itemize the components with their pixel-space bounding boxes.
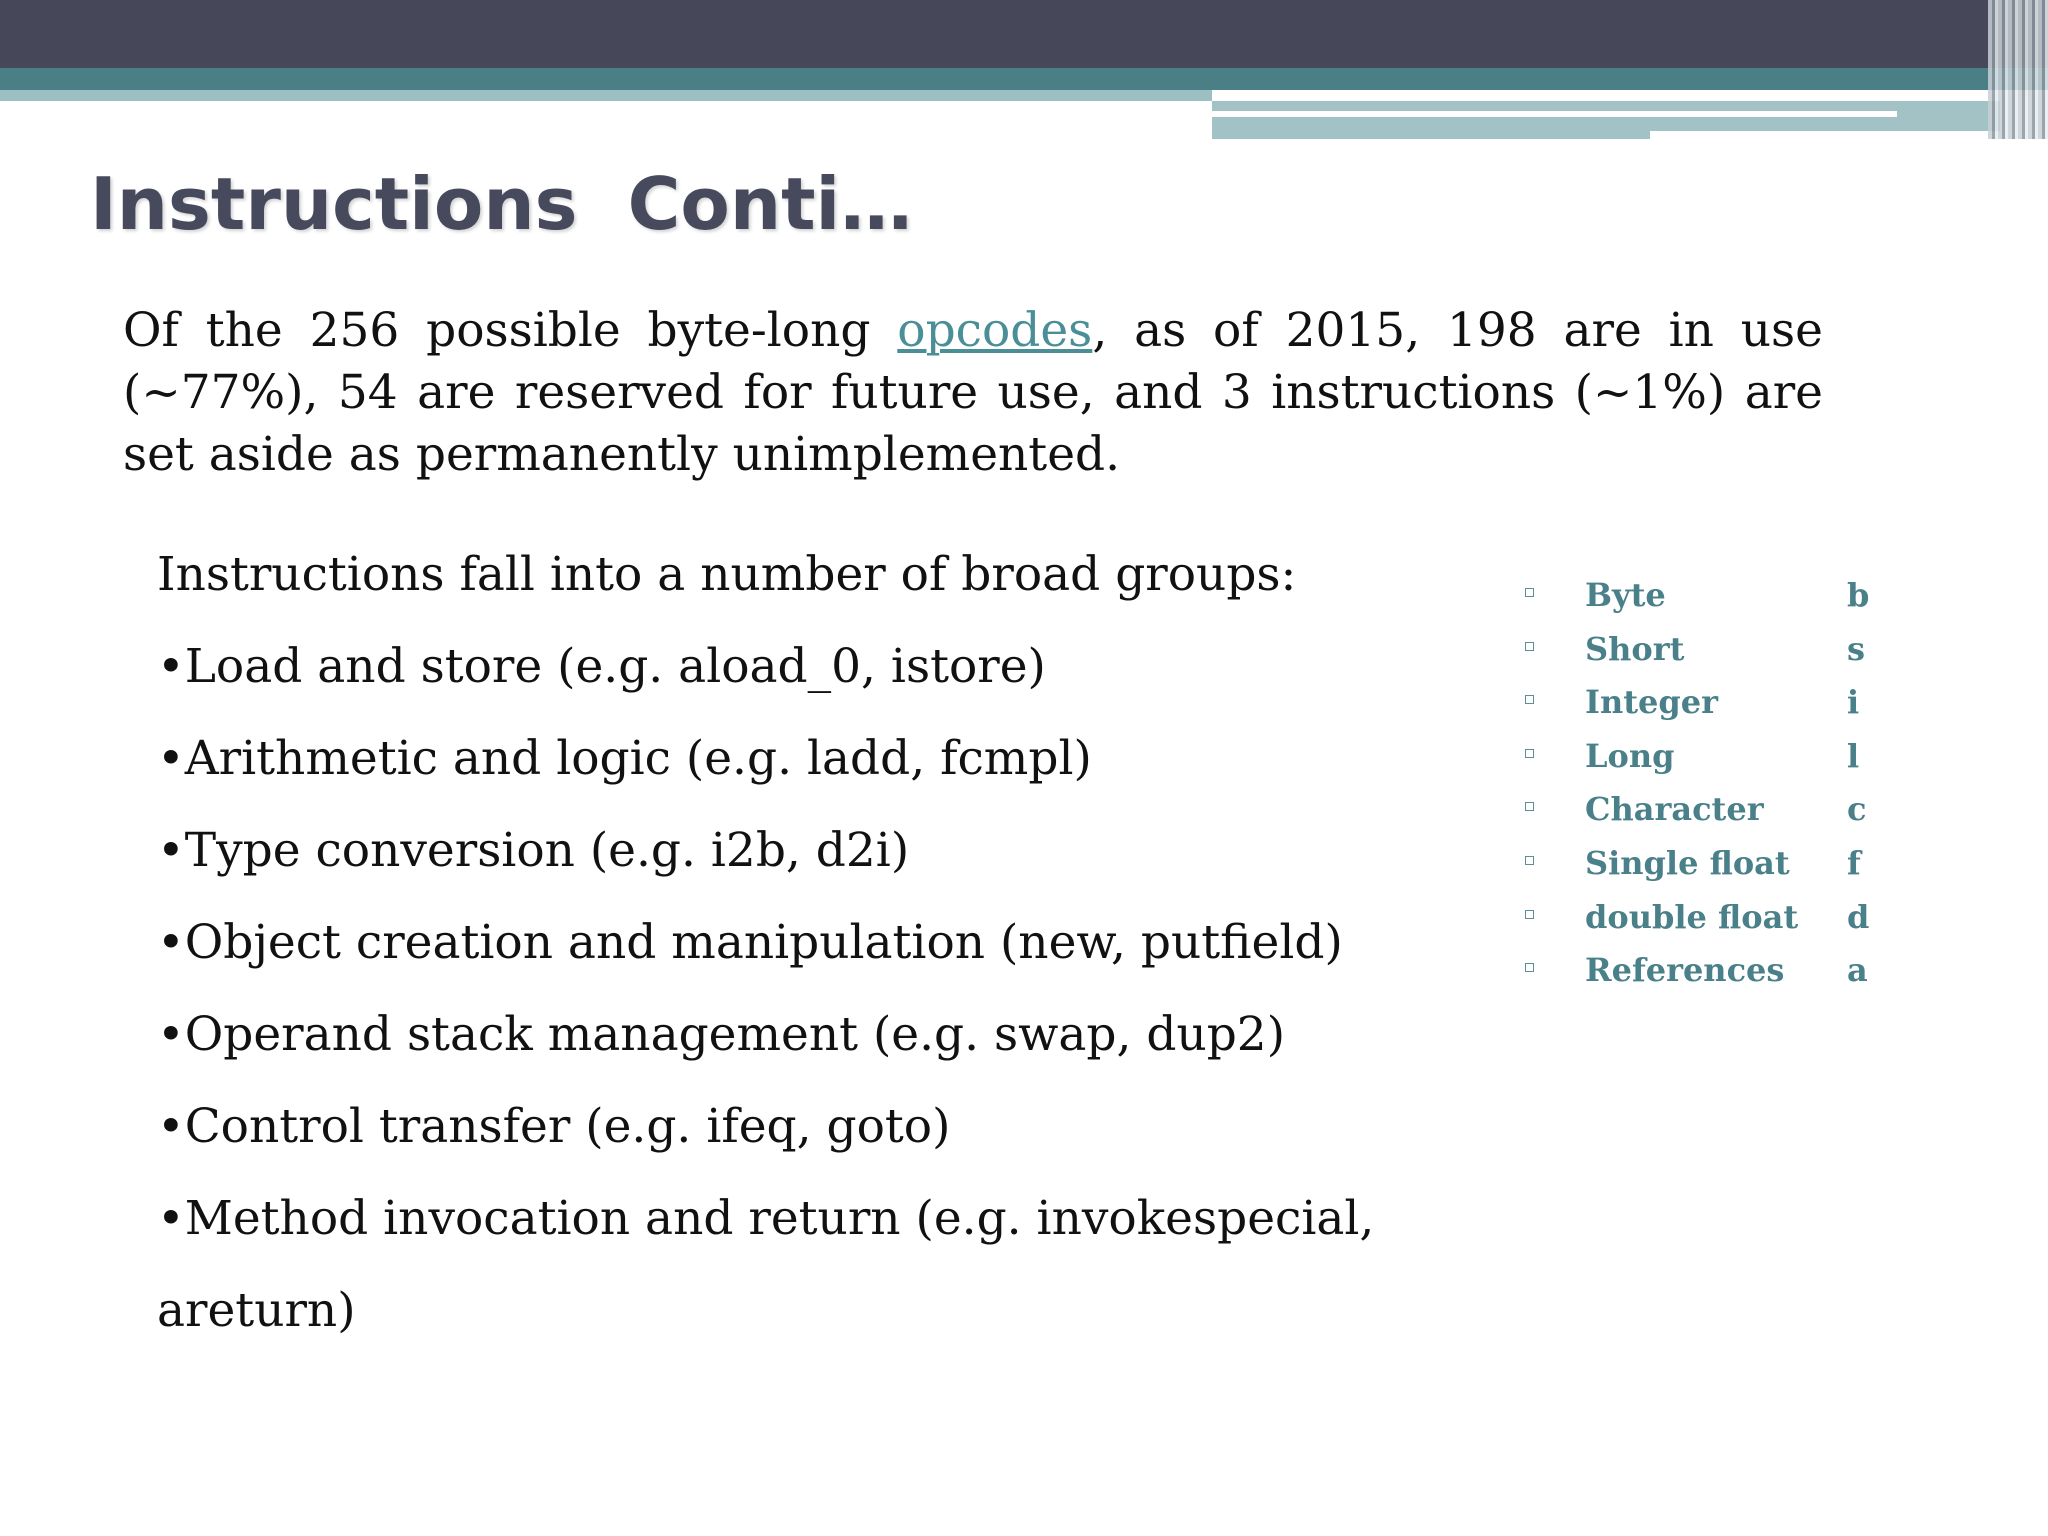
type-code: f (1847, 843, 1861, 882)
opcodes-link[interactable]: opcodes (897, 303, 1093, 358)
type-code: d (1847, 897, 1870, 936)
type-row-long (1525, 729, 1885, 783)
intro-text-before: Of the 256 possible byte-long (123, 303, 898, 358)
type-row-byte (1525, 568, 1885, 622)
header-divider-line-lower (1650, 131, 2010, 139)
type-name: Integer (1585, 683, 1718, 722)
type-row-references (1525, 943, 1885, 997)
type-name: Character (1585, 790, 1764, 829)
type-name: Short (1585, 629, 1685, 668)
type-code: c (1847, 790, 1867, 829)
type-name: Byte (1585, 576, 1666, 614)
header-band-teal (0, 68, 2048, 90)
type-code: b (1847, 576, 1870, 614)
header-band-light-left (0, 90, 1212, 101)
type-name: References (1585, 951, 1785, 990)
square-bullet-icon (1525, 910, 1534, 919)
group-item-operand-stack: •Operand stack management (e.g. swap, dup2) (157, 1007, 1286, 1062)
type-code: a (1847, 951, 1868, 990)
type-prefix-list (1525, 568, 1885, 997)
square-bullet-icon (1525, 802, 1534, 811)
instruction-groups-list (157, 540, 1375, 1368)
group-item-type-conversion: •Type conversion (e.g. i2b, d2i) (157, 823, 910, 878)
intro-paragraph (123, 300, 1823, 486)
group-item-method-invocation: •Method invocation and return (e.g. invokespecial, (157, 1191, 1375, 1246)
type-row-single-float (1525, 836, 1885, 890)
groups-heading: Instructions fall into a number of broad groups: (157, 547, 1297, 602)
header-edge-stripes (1988, 0, 2048, 139)
type-name: double float (1585, 897, 1799, 936)
type-code: i (1847, 683, 1860, 722)
group-item-control-transfer: •Control transfer (e.g. ifeq, goto) (157, 1099, 951, 1154)
group-item-load-store: •Load and store (e.g. aload_0, istore) (157, 639, 1046, 694)
type-row-double-float (1525, 890, 1885, 944)
header-band-dark (0, 0, 2048, 68)
type-row-integer (1525, 675, 1885, 729)
type-name: Single float (1585, 843, 1790, 882)
square-bullet-icon (1525, 963, 1534, 972)
square-bullet-icon (1525, 588, 1534, 597)
square-bullet-icon (1525, 749, 1534, 758)
type-name: Long (1585, 736, 1675, 775)
header-divider-line (1212, 111, 1897, 117)
group-item-object-creation: •Object creation and manipulation (new, putfield) (157, 915, 1343, 970)
type-code: l (1847, 736, 1860, 775)
intro-text-after: , as of 2015, 198 are in use (~77%), 54 are reserved for future use, and 3 instructions (~1%) are set aside as permanently unimplemented. (123, 303, 1823, 482)
group-item-method-invocation-cont: areturn) (157, 1283, 356, 1338)
slide-title: Instructions Conti… (90, 162, 913, 246)
square-bullet-icon (1525, 856, 1534, 865)
square-bullet-icon (1525, 695, 1534, 704)
group-item-arithmetic: •Arithmetic and logic (e.g. ladd, fcmpl) (157, 731, 1092, 786)
type-row-short (1525, 622, 1885, 676)
square-bullet-icon (1525, 642, 1534, 651)
type-row-character (1525, 782, 1885, 836)
type-code: s (1847, 629, 1866, 668)
